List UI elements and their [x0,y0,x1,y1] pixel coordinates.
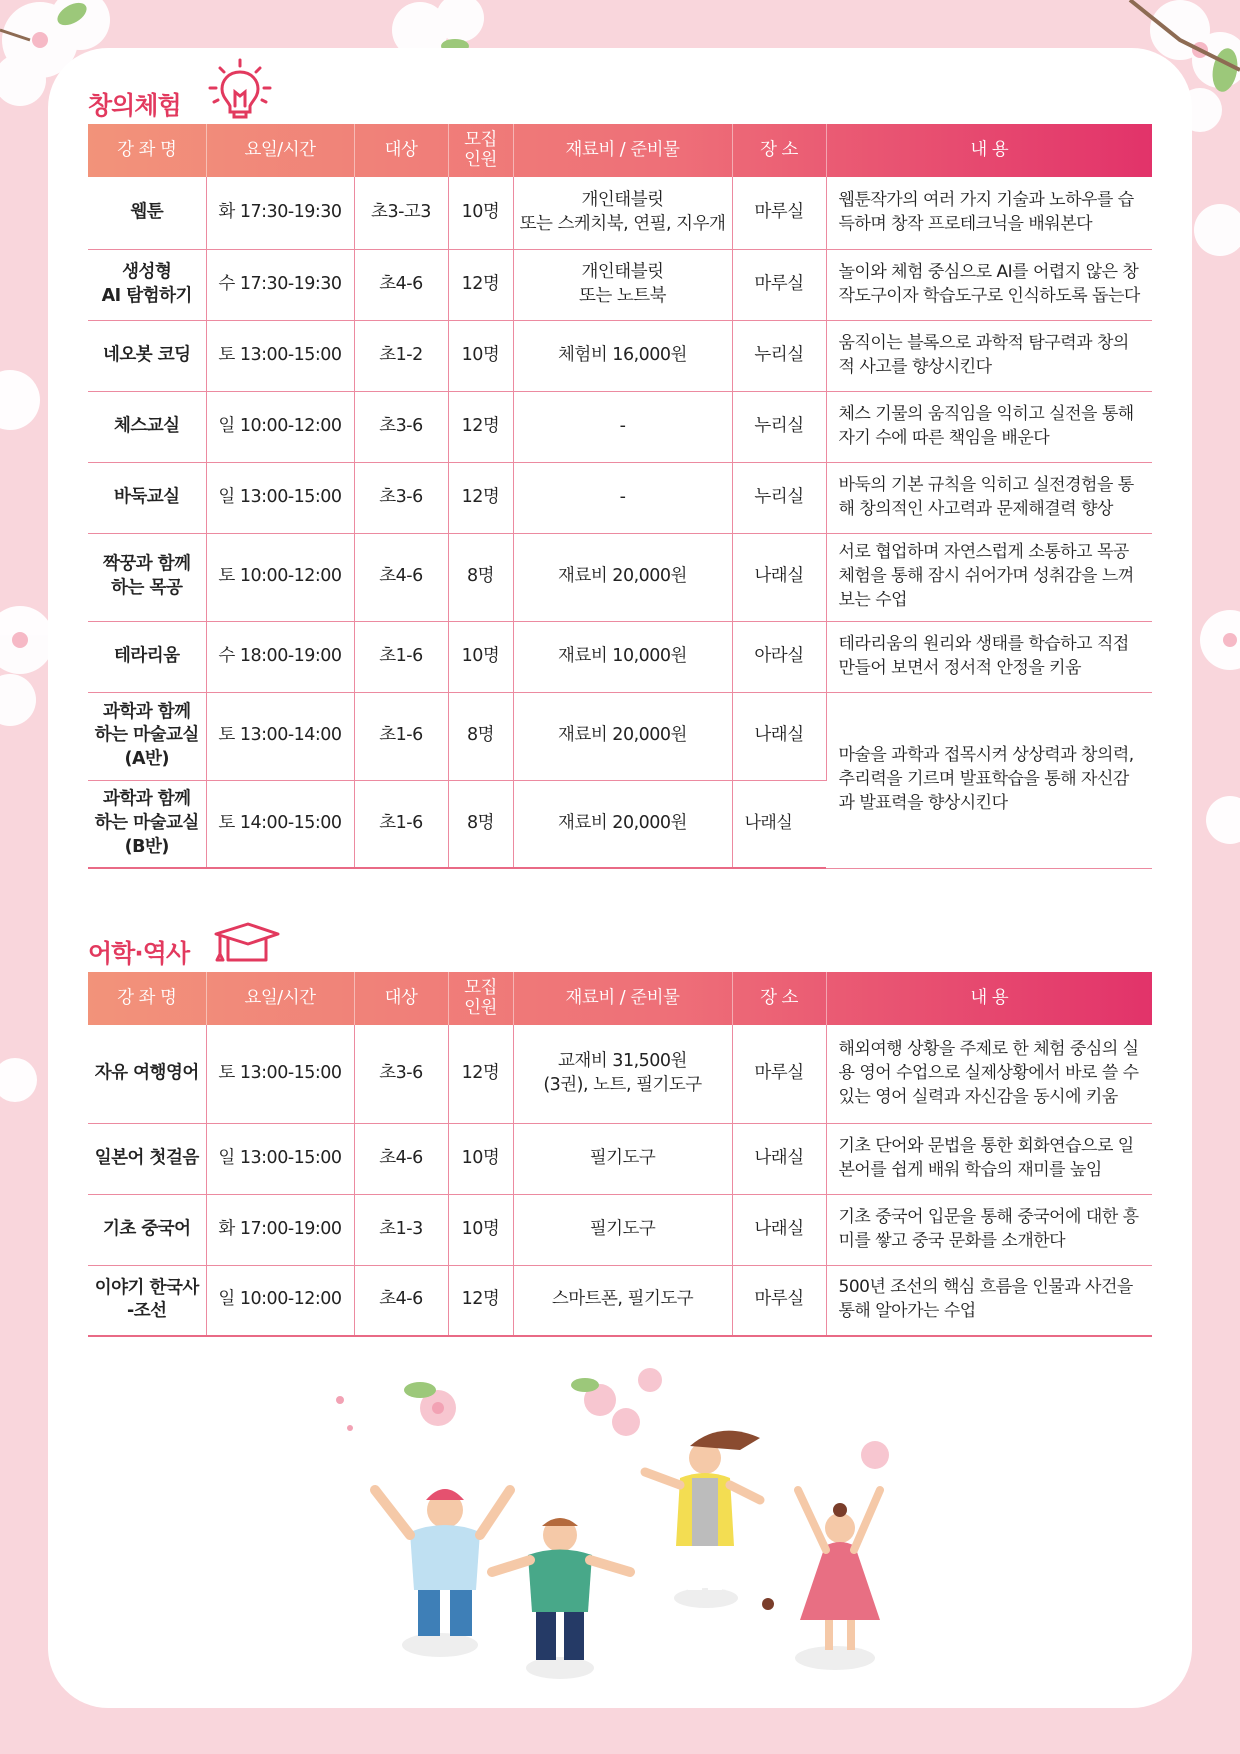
course-capacity: 12명 [448,462,513,533]
header-capacity: 모집 인원 [448,972,513,1025]
table-header-row [88,124,1152,177]
course-location: 마루실 [732,1025,826,1123]
table-row [88,1123,1152,1194]
header-materials: 재료비 / 준비물 [513,972,732,1025]
header-capacity: 모집 인원 [448,124,513,177]
header-course: 강 좌 명 [88,972,206,1025]
course-schedule: 일 13:00-15:00 [206,462,354,533]
course-name: 일본어 첫걸음 [88,1123,206,1194]
creative-program-table [88,124,1152,869]
header-location: 장 소 [732,972,826,1025]
header-location: 장 소 [732,124,826,177]
course-capacity: 8명 [448,533,513,621]
course-materials: - [513,462,732,533]
course-capacity: 10명 [448,621,513,692]
header-schedule: 요일/시간 [206,124,354,177]
course-target: 초4-6 [354,1265,448,1336]
course-target: 초1-3 [354,1194,448,1265]
course-schedule: 토 13:00-15:00 [206,320,354,391]
course-content: 움직이는 블록으로 과학적 탐구력과 창의적 사고를 향상시킨다 [826,320,1152,391]
course-name: 웹툰 [88,177,206,249]
course-location: 나래실 [732,1194,826,1265]
header-course: 강 좌 명 [88,124,206,177]
language-program-table [88,972,1152,1337]
header-target: 대상 [354,124,448,177]
course-target: 초4-6 [354,249,448,320]
course-name: 기초 중국어 [88,1194,206,1265]
course-materials: 스마트폰, 필기도구 [513,1265,732,1336]
children-illustration [320,1350,920,1690]
course-name: 자유 여행영어 [88,1025,206,1123]
course-name: 과학과 함께 하는 마술교실 (A반) [88,692,206,780]
course-name: 테라리움 [88,621,206,692]
course-location: 누리실 [732,320,826,391]
table-row [88,249,1152,320]
course-capacity: 12명 [448,1265,513,1336]
section-title-language: 어학·역사 [88,939,190,968]
course-target: 초1-6 [354,780,448,868]
course-schedule: 수 18:00-19:00 [206,621,354,692]
course-content: 웹툰작가의 여러 가지 기술과 노하우를 습득하며 창작 프로테크닉을 배워본다 [826,177,1152,249]
course-schedule: 화 17:30-19:30 [206,177,354,249]
course-materials: 필기도구 [513,1123,732,1194]
course-location: 나래실 [732,533,826,621]
course-materials: 체험비 16,000원 [513,320,732,391]
course-target: 초1-6 [354,692,448,780]
course-content: 500년 조선의 핵심 흐름을 인물과 사건을 통해 알아가는 수업 [826,1265,1152,1336]
table-row [88,1025,1152,1123]
course-schedule: 토 13:00-14:00 [206,692,354,780]
course-materials: 재료비 20,000원 [513,780,732,868]
course-capacity: 10명 [448,1123,513,1194]
course-schedule: 화 17:00-19:00 [206,1194,354,1265]
course-capacity: 10명 [448,320,513,391]
course-location: 누리실 [732,391,826,462]
course-capacity: 8명 [448,692,513,780]
course-target: 초1-2 [354,320,448,391]
graduation-cap-icon [212,920,280,966]
course-schedule: 일 10:00-12:00 [206,391,354,462]
section-title-creative: 창의체험 [88,91,181,120]
header-target: 대상 [354,972,448,1025]
course-schedule: 수 17:30-19:30 [206,249,354,320]
course-location: 마루실 [732,1265,826,1336]
course-materials: 개인태블릿 또는 노트북 [513,249,732,320]
course-name: 이야기 한국사 -조선 [88,1265,206,1336]
header-materials: 재료비 / 준비물 [513,124,732,177]
course-schedule: 토 14:00-15:00 [206,780,354,868]
course-target: 초3-고3 [354,177,448,249]
table-row [88,692,1152,780]
course-schedule: 일 10:00-12:00 [206,1265,354,1336]
course-content: 테라리움의 원리와 생태를 학습하고 직접 만들어 보면서 정서적 안정을 키움 [826,621,1152,692]
course-schedule: 일 13:00-15:00 [206,1123,354,1194]
table-row [88,177,1152,249]
course-location: 나래실 [732,1123,826,1194]
course-target: 초3-6 [354,1025,448,1123]
table-row [88,391,1152,462]
table-row [88,621,1152,692]
course-name: 네오봇 코딩 [88,320,206,391]
course-name: 과학과 함께 하는 마술교실 (B반) [88,780,206,868]
course-materials: 교재비 31,500원 (3권), 노트, 필기도구 [513,1025,732,1123]
course-name: 체스교실 [88,391,206,462]
course-name: 짝꿍과 함께 하는 목공 [88,533,206,621]
course-content: 체스 기물의 움직임을 익히고 실전을 통해 자기 수에 따른 책임을 배운다 [826,391,1152,462]
course-location: 마루실 [732,249,826,320]
table-row [88,1194,1152,1265]
course-target: 초4-6 [354,1123,448,1194]
course-capacity: 12명 [448,391,513,462]
course-target: 초4-6 [354,533,448,621]
course-content: 바둑의 기본 규칙을 익히고 실전경험을 통해 창의적인 사고력과 문제해결력 향상 [826,462,1152,533]
header-content: 내 용 [970,139,1009,160]
table-row [88,1265,1152,1336]
course-materials: 재료비 20,000원 [513,692,732,780]
course-capacity: 12명 [448,1025,513,1123]
table-row [88,320,1152,391]
course-content: 기초 중국어 입문을 통해 중국어에 대한 흥미를 쌓고 중국 문화를 소개한다 [826,1194,1152,1265]
table-header-row [88,972,1152,1025]
course-name: 생성형 AI 탐험하기 [88,249,206,320]
course-capacity: 10명 [448,1194,513,1265]
course-name: 바둑교실 [88,462,206,533]
course-capacity: 12명 [448,249,513,320]
course-target: 초1-6 [354,621,448,692]
header-content: 내 용 [970,987,1009,1008]
course-content: 마술을 과학과 접목시켜 상상력과 창의력, 추리력을 기르며 발표학습을 통해 자신감과 발표력을 향상시킨다 [826,692,1152,868]
course-materials: 재료비 20,000원 [513,533,732,621]
course-content: 놀이와 체험 중심으로 AI를 어렵지 않은 창작도구이자 학습도구로 인식하도록 돕는다 [826,249,1152,320]
course-location: 마루실 [732,177,826,249]
course-content: 해외여행 상황을 주제로 한 체험 중심의 실용 영어 수업으로 실제상황에서 바로 쓸 수 있는 영어 실력과 자신감을 동시에 키움 [826,1025,1152,1123]
header-schedule: 요일/시간 [206,972,354,1025]
course-capacity: 8명 [448,780,513,868]
course-location: 나래실 [732,780,826,868]
course-target: 초3-6 [354,391,448,462]
course-capacity: 10명 [448,177,513,249]
course-location: 나래실 [732,692,826,780]
course-materials: - [513,391,732,462]
course-materials: 재료비 10,000원 [513,621,732,692]
course-materials: 필기도구 [513,1194,732,1265]
course-location: 누리실 [732,462,826,533]
course-content: 서로 협업하며 자연스럽게 소통하고 목공체험을 통해 잠시 쉬어가며 성취감을 느껴보는 수업 [826,533,1152,621]
course-schedule: 토 13:00-15:00 [206,1025,354,1123]
table-row [88,533,1152,621]
course-materials: 개인태블릿 또는 스케치북, 연필, 지우개 [513,177,732,249]
table-row [88,462,1152,533]
course-content: 기초 단어와 문법을 통한 회화연습으로 일본어를 쉽게 배워 학습의 재미를 높임 [826,1123,1152,1194]
course-schedule: 토 10:00-12:00 [206,533,354,621]
course-location: 아라실 [732,621,826,692]
course-target: 초3-6 [354,462,448,533]
lightbulb-icon [208,58,272,124]
